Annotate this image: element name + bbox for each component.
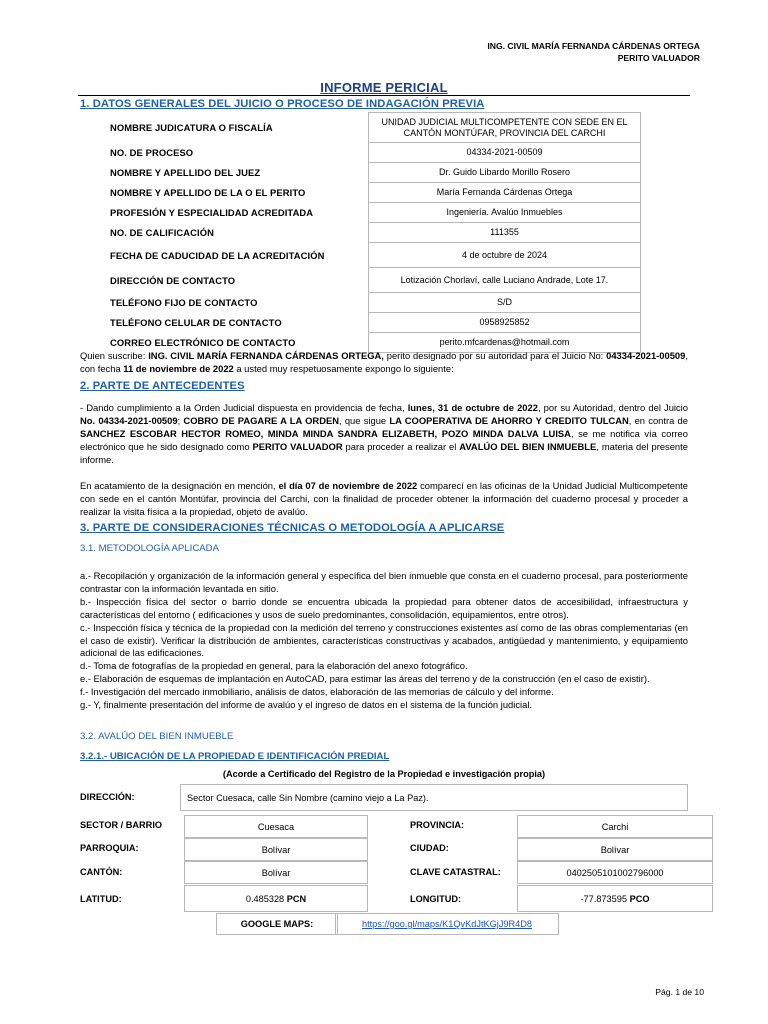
latitud-unit: PCN [286, 893, 307, 904]
text-bold: el día 07 de noviembre de 2022 [278, 480, 418, 491]
parroquia-label: PARROQUIA: [80, 843, 139, 853]
table-row [110, 223, 641, 243]
title-rule [78, 95, 690, 96]
table-row [110, 313, 641, 333]
row-value: 04334-2021-00509 [369, 143, 641, 163]
text-run: En acatamiento de la designación en mención, [80, 480, 279, 491]
text-bold: COBRO DE PAGARE A LA ORDEN [183, 415, 339, 426]
clave-catastral-label: CLAVE CATASTRAL: [410, 867, 501, 877]
row-value: UNIDAD JUDICIAL MULTICOMPETENTE CON SEDE EN EL CANTÓN MONTÚFAR, PROVINCIA DEL CARCHI [369, 113, 641, 143]
row-label: TELÉFONO FIJO DE CONTACTO [110, 297, 258, 308]
text-run: , que sigue [339, 415, 390, 426]
sector-value: Cuesaca [184, 815, 368, 838]
row-value: Dr. Guido Libardo Morillo Rosero [369, 163, 641, 183]
row-value: 0958925852 [369, 313, 641, 333]
table-row [110, 143, 641, 163]
row-label: TELÉFONO CELULAR DE CONTACTO [110, 317, 282, 328]
text-run: , se me notifica vía correo electrónico que he sido designado como [80, 428, 688, 452]
google-maps-link[interactable]: https://goo.gl/maps/K1QvKdJtKGjJ9R4D8 [361, 919, 533, 929]
list-item: a.- Recopilación y organización de la información general y específica del bien inmueble que consta en el cuaderno procesal, para posteriormente contrastar con la información levantada en sitio. [80, 570, 688, 594]
latitud-value [184, 885, 368, 912]
section2-heading: 2. PARTE DE ANTECEDENTES [80, 380, 245, 392]
text-bold: LA COOPERATIVA DE AHORRO Y CREDITO TULCAN [389, 415, 629, 426]
sector-label: SECTOR / BARRIO [80, 820, 163, 830]
general-data-table [110, 112, 641, 353]
text-run: perito designado por su autoridad para el Juicio No: [383, 350, 607, 361]
list-item: b.- Inspección física del sector o barrio donde se encuentra ubicada la propiedad para obtener datos de accesibilidad, infraestructura y características del entorno ( edificaciones y usos de suelo predominantes, consolidación, equipamientos, entre otros). [80, 595, 688, 620]
source-note: (Acorde a Certificado del Registro de la Propiedad e investigación propia) [222, 769, 546, 779]
provincia-label: PROVINCIA: [410, 820, 465, 830]
google-maps-label: GOOGLE MAPS: [216, 913, 338, 935]
section3-heading: 3. PARTE DE CONSIDERACIONES TÉCNICAS O METODOLOGÍA A APLICARSE [80, 522, 505, 534]
section1-heading: 1. DATOS GENERALES DEL JUICIO O PROCESO DE INDAGACIÓN PREVIA [80, 98, 485, 110]
row-label: NO. DE CALIFICACIÓN [110, 227, 214, 238]
table-row [110, 183, 641, 203]
longitud-number: -77.873595 [580, 893, 627, 904]
longitud-value [517, 885, 713, 912]
list-item: f.- Investigación del mercado inmobiliario, análisis de datos, elaboración de las memorias de cálculo y del informe. [80, 686, 554, 698]
row-label: NOMBRE Y APELLIDO DE LA O EL PERITO [110, 187, 306, 198]
text-run: Quien suscribe: [80, 350, 149, 361]
antecedents-paragraph-2 [80, 479, 688, 518]
ciudad-value: Bolívar [517, 838, 713, 861]
header-author: ING. CIVIL MARÍA FERNANDA CÁRDENAS ORTEGA [487, 41, 700, 51]
parroquia-value: Bolívar [184, 838, 368, 861]
text-run: , en contra de [628, 415, 688, 426]
row-label: FECHA DE CADUCIDAD DE LA ACREDITACIÓN [110, 249, 325, 261]
row-value: María Fernanda Cárdenas Ortega [369, 183, 641, 203]
direccion-label: DIRECCIÓN: [80, 792, 135, 802]
row-label: CORREO ELECTRÓNICO DE CONTACTO [110, 337, 296, 348]
list-item: d.- Toma de fotografías de la propiedad en general, para la elaboración del anexo fotográfico. [80, 660, 468, 672]
text-run: , con fecha [80, 350, 688, 374]
row-value: S/D [369, 293, 641, 313]
text-run: , por su Autoridad, dentro del Juicio [537, 402, 688, 413]
methodology-list [80, 570, 688, 712]
clave-catastral-value: 0402505101002796000 [517, 861, 713, 884]
row-value: Lotización Chorlaví, calle Luciano Andrade, Lote 17. [369, 268, 641, 293]
case-number: 04334-2021-00509 [606, 350, 686, 361]
table-row [110, 203, 641, 223]
row-label: NO. DE PROCESO [110, 147, 194, 158]
table-row [110, 243, 641, 268]
canton-label: CANTÓN: [80, 867, 123, 877]
subsection-3-1: 3.1. METODOLOGÍA APLICADA [80, 543, 219, 554]
list-item: g.- Y, finalmente presentación del informe de avalúo y el ingreso de datos en el sistema de la función judicial. [80, 699, 533, 711]
text-bold: AVALÚO DEL BIEN INMUEBLE [459, 441, 597, 452]
page-number: Pág. 1 de 10 [655, 987, 704, 997]
text-run: a usted muy respetuosamente expongo lo siguiente: [233, 363, 454, 374]
table-row [110, 293, 641, 313]
row-label: NOMBRE Y APELLIDO DEL JUEZ [110, 167, 261, 178]
text-run: - Dando cumplimiento a la Orden Judicial dispuesta en providencia de fecha, [80, 402, 408, 413]
intro-paragraph [80, 349, 688, 375]
latitud-label: LATITUD: [80, 894, 122, 904]
table-row [110, 268, 641, 293]
canton-value: Bolívar [184, 861, 368, 884]
text-bold: PERITO VALUADOR [252, 441, 343, 452]
longitud-label: LONGITUD: [410, 894, 462, 904]
text-bold: SANCHEZ ESCOBAR HECTOR ROMEO, MINDA MINDA SANDRA ELIZABETH, POZO MINDA DALVA LUISA [80, 428, 571, 439]
longitud-unit: PCO [629, 893, 650, 904]
text-bold: lunes, 31 de octubre de 2022 [407, 402, 538, 413]
latitud-number: 0.485328 [245, 893, 285, 904]
report-title: INFORME PERICIAL [320, 80, 448, 95]
text-run: ; [177, 415, 184, 426]
subsection-3-2-1: 3.2.1.- UBICACIÓN DE LA PROPIEDAD E IDENTIFICACIÓN PREDIAL [80, 751, 390, 762]
antecedents-paragraph-1 [80, 401, 688, 466]
row-value: 111355 [369, 223, 641, 243]
row-value: Ingeniería. Avalúo Inmuebles [369, 203, 641, 223]
document-header [487, 40, 700, 64]
table-row [110, 163, 641, 183]
direccion-value: Sector Cuesaca, calle Sin Nombre (camino viejo a La Paz). [180, 784, 688, 811]
subsection-3-2: 3.2. AVALÚO DEL BIEN INMUEBLE [80, 731, 234, 742]
author-name: ING. CIVIL MARÍA FERNANDA CÁRDENAS ORTEGA, [148, 350, 384, 361]
text-run: para proceder a realizar el [342, 441, 460, 452]
row-label: NOMBRE JUDICATURA O FISCALÍA [110, 122, 273, 133]
google-maps-cell [335, 913, 559, 935]
row-value: 4 de octubre de 2024 [369, 243, 641, 268]
table-row [110, 113, 641, 143]
ciudad-label: CIUDAD: [410, 843, 449, 853]
header-role: PERITO VALUADOR [617, 53, 700, 63]
list-item: e.- Elaboración de esquemas de implantación en AutoCAD, para estimar las áreas del terreno y de la construcción (en el caso de existir). [80, 673, 650, 685]
provincia-value: Carchi [517, 815, 713, 838]
designation-date: 11 de noviembre de 2022 [123, 363, 234, 374]
text-run: , materia del presente informe. [80, 441, 688, 465]
row-label: PROFESIÓN Y ESPECIALIDAD ACREDITADA [110, 207, 314, 218]
row-label: DIRECCIÓN DE CONTACTO [110, 274, 236, 286]
text-bold: No. 04334-2021-00509 [80, 415, 178, 426]
text-run: comparecí en las oficinas de la Unidad Judicial Multicompetente con sede en el cantón Montúfar, provincia del Carchi, con la finalidad de proceder obtener la información del cuaderno procesal y proceder a realizar la visita física a la propiedad, objeto de avalúo. [80, 480, 689, 517]
row-value: perito.mfcardenas@hotmail.com [369, 333, 641, 353]
list-item: c.- Inspección física y técnica de la propiedad con la medición del terreno y construcciones existentes así como de las obras complementarias (en el caso de existir). Verificar la distribución de ambientes, características constructivas y acabados, antigüedad y mantenimiento, y equipamiento adicional de las edificaciones. [80, 621, 688, 659]
